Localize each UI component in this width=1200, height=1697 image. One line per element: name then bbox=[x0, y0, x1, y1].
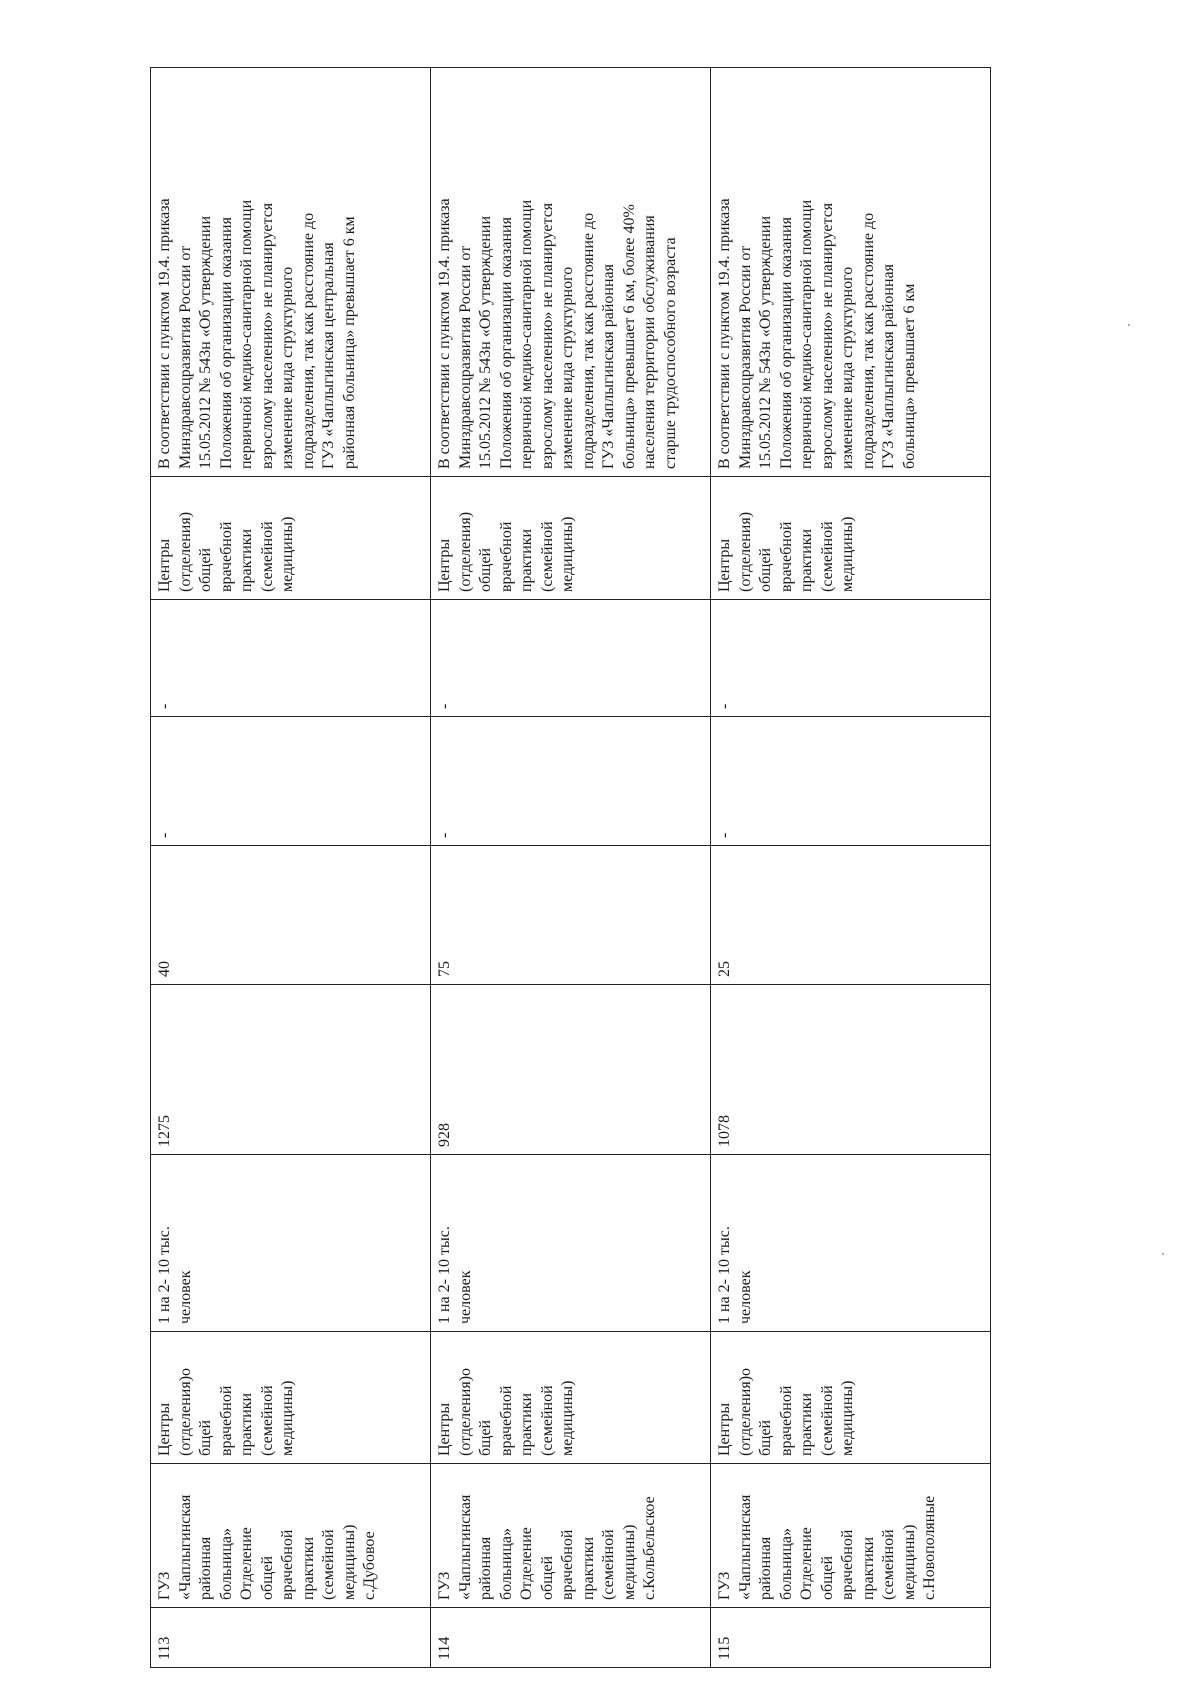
cell-note: В соответствии с пунктом 19.4. приказа Минздравсоцразвития России от 15.05.2012 № 543н «Об утверждении Положения об организации оказания первичной медико-санитарной помощи взрослому населению» не планируется изменение вида структурного подразделения, так как расстояние до ГУЗ «Чаплыгинская районная больница» превышает 6 км, более 40% населения территории обслуживания старше трудоспособного возраста bbox=[431, 68, 711, 477]
table-row bbox=[711, 68, 991, 1668]
cell-col8: - bbox=[431, 600, 711, 717]
facilities-table bbox=[150, 67, 991, 1668]
cell-institution: ГУЗ «Чаплыгинская районная больница» Отделение общей врачебной практики (семейной медицины) с.Дубовое bbox=[151, 1464, 431, 1608]
cell-col7: - bbox=[151, 717, 431, 846]
cell-value: 75 bbox=[431, 846, 711, 985]
cell-number: 115 bbox=[711, 1608, 991, 1668]
cell-planned: Центры (отделения) общей врачебной практики (семейной медицины) bbox=[151, 477, 431, 600]
table-row bbox=[151, 68, 431, 1668]
cell-note: В соответствии с пунктом 19.4. приказа Минздравсоцразвития России от 15.05.2012 № 543н «Об утверждении Положения об организации оказания первичной медико-санитарной помощи взрослому населению» не планируется изменение вида структурного подразделения, так как расстояние до ГУЗ «Чаплыгинская районная больница» превышает 6 км bbox=[711, 68, 991, 477]
cell-population: 1078 bbox=[711, 985, 991, 1155]
cell-unit-type: Центры (отделения)о бщей врачебной практики (семейной медицины) bbox=[151, 1332, 431, 1464]
cell-planned: Центры (отделения) общей врачебной практики (семейной медицины) bbox=[431, 477, 711, 600]
table-row bbox=[431, 68, 711, 1668]
cell-col8: - bbox=[151, 600, 431, 717]
scan-speck bbox=[1128, 324, 1130, 326]
cell-population: 1275 bbox=[151, 985, 431, 1155]
cell-planned: Центры (отделения) общей врачебной практики (семейной медицины) bbox=[711, 477, 991, 600]
rotated-page bbox=[150, 68, 990, 1668]
cell-population: 928 bbox=[431, 985, 711, 1155]
cell-norm: 1 на 2- 10 тыс. человек bbox=[151, 1155, 431, 1332]
cell-norm: 1 на 2- 10 тыс. человек bbox=[711, 1155, 991, 1332]
cell-value: 25 bbox=[711, 846, 991, 985]
cell-col7: - bbox=[711, 717, 991, 846]
cell-norm: 1 на 2- 10 тыс. человек bbox=[431, 1155, 711, 1332]
cell-note: В соответствии с пунктом 19.4. приказа Минздравсоцразвития России от 15.05.2012 № 543н «Об утверждении Положения об организации оказания первичной медико-санитарной помощи взрослому населению» не планируется изменение вида структурного подразделения, так как расстояние до ГУЗ «Чаплыгинская центральная районная больница» превышает 6 км bbox=[151, 68, 431, 477]
cell-number: 113 bbox=[151, 1608, 431, 1668]
cell-unit-type: Центры (отделения)о бщей врачебной практики (семейной медицины) bbox=[431, 1332, 711, 1464]
scan-speck bbox=[1162, 1253, 1164, 1255]
cell-col7: - bbox=[431, 717, 711, 846]
cell-unit-type: Центры (отделения)о бщей врачебной практики (семейной медицины) bbox=[711, 1332, 991, 1464]
cell-value: 40 bbox=[151, 846, 431, 985]
cell-institution: ГУЗ «Чаплыгинская районная больница» Отделение общей врачебной практики (семейной медицины) с.Кольбельское bbox=[431, 1464, 711, 1608]
cell-col8: - bbox=[711, 600, 991, 717]
cell-number: 114 bbox=[431, 1608, 711, 1668]
cell-institution: ГУЗ «Чаплыгинская районная больница» Отделение общей врачебной практики (семейной медицины) с.Новополяные bbox=[711, 1464, 991, 1608]
